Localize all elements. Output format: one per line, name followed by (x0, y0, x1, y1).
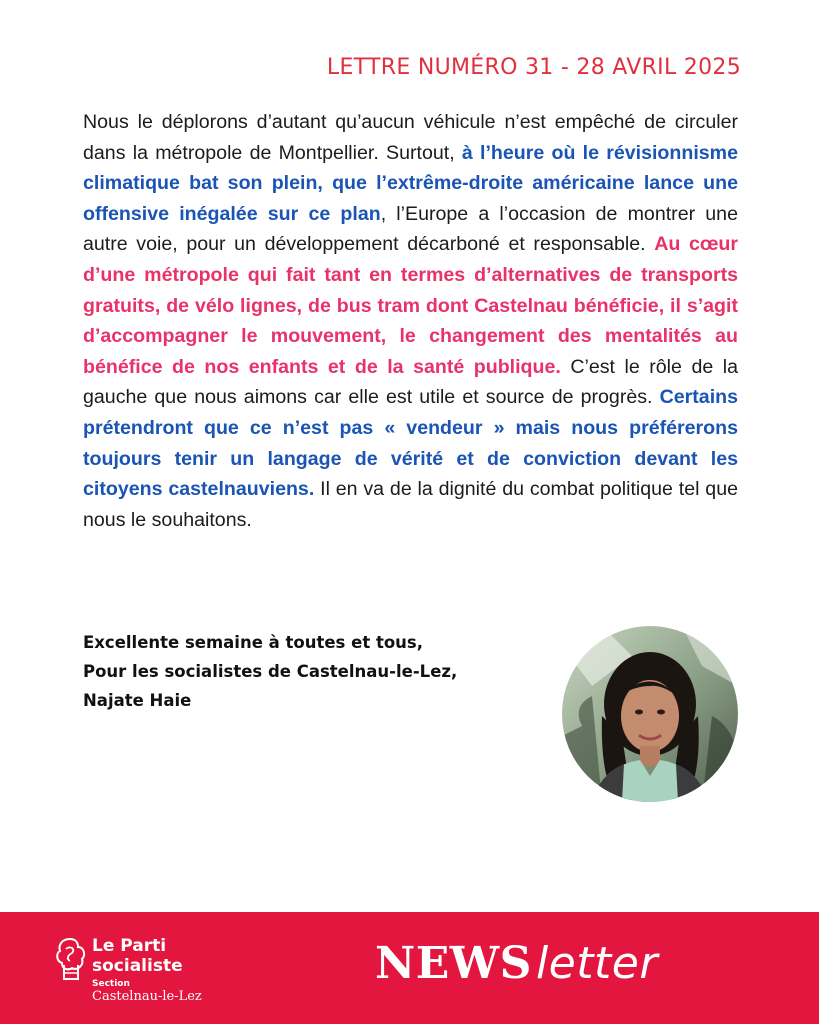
newsletter-title (375, 938, 658, 989)
logo-text-line1: Le Parti (92, 936, 167, 956)
newsletter-bold: NEWS (375, 938, 532, 989)
highlight-blue-2: Certains prétendront que ce n’est pas « vendeur » mais nous préférerons toujours tenir un langage de vérité et de conviction devant les citoyens castelnauviens. (83, 386, 738, 501)
rose-fist-icon (52, 935, 88, 983)
letter-header: LETTRE NUMÉRO 31 - 28 AVRIL 2025 (326, 55, 741, 80)
highlight-pink-1: Au cœur d’une métropole qui fait tant en termes d’alternatives de transports gratuits, de vélo lignes, de bus tram dont Castelnau bénéficie, il s’agit d’accompagner le mouvement, le changement des mentalités au bénéfice de nos enfants et de la santé publique. (83, 233, 738, 378)
body-text-3: C’est le rôle de la gauche que nous aimons car elle est utile et source de progrès. (83, 355, 739, 409)
newsletter-italic: letter (535, 938, 658, 989)
signature-greeting: Excellente semaine à toutes et tous, (83, 633, 424, 652)
body-text-1: Nous le déplorons d’autant qu’aucun véhicule n’est empêché de circuler dans la métropole de Montpellier. Surtout, (83, 111, 738, 164)
portrait-photo (562, 626, 738, 802)
signature-group: Pour les socialistes de Castelnau-le-Lez, (83, 662, 458, 681)
signature-name: Najate Haie (83, 691, 192, 710)
body-text-4: Il en va de la dignité du combat politique tel que nous le souhaitons. (83, 478, 738, 531)
logo-city-label: Castelnau-le-Lez (92, 989, 202, 1004)
highlight-blue-1: à l’heure où le révisionnisme climatique bat son plein, que l’extrême-droite américaine lance une offensive inégalée sur ce plan (83, 141, 738, 225)
signature-block (83, 628, 553, 715)
logo-section-label: Section (92, 979, 130, 989)
body-text-2: , l’Europe a l’occasion de montrer une autre voie, pour un développement décarboné et responsable. (83, 202, 738, 256)
letter-body (83, 107, 738, 535)
party-logo[interactable] (52, 935, 227, 1010)
logo-text-line2: socialiste (92, 956, 183, 976)
